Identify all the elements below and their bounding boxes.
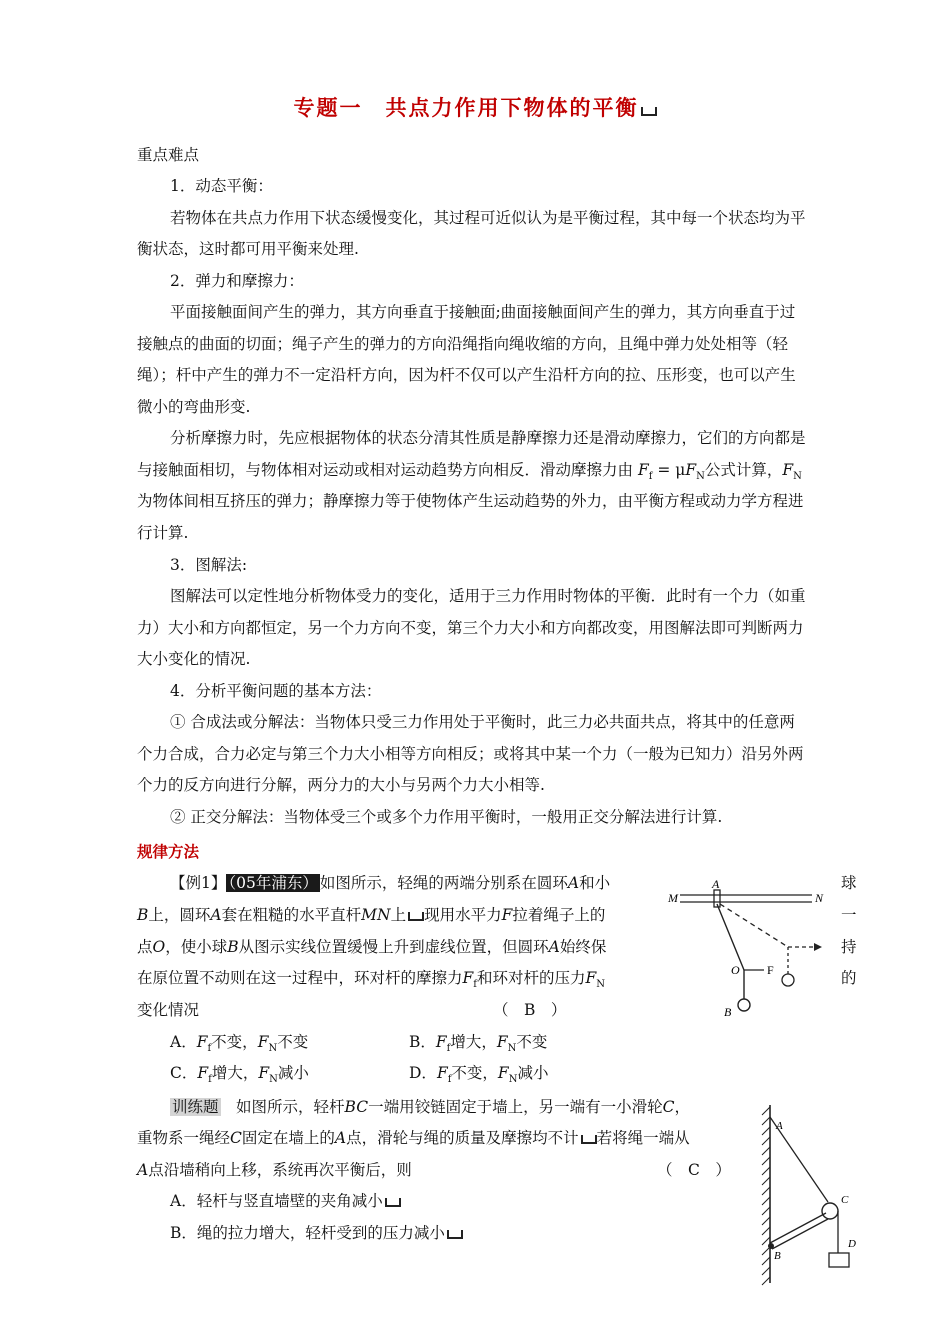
example-1-figure [664,876,840,1036]
training-line-1: 训练题 如图所示，轻杆BC一端用铰链固定于墙上，另一端有一小滑轮C， [172,1098,690,1116]
paragraph-line: 绳）；杆中产生的弹力不一定沿杆方向，因为杆不仅可以产生沿杆方向的拉、压形变，也可以产生 [137,366,796,384]
example-1-answer: （ B ） [493,1001,567,1019]
paragraph-line: 个力合成，合力必定与第三个力大小相等方向相反；或将其中某一个力（一般为已知力）沿另外两 [137,745,804,763]
example-1-line-4: 在原位置不动则在这一过程中，环对杆的摩擦力$F_f$和环对杆的压力$F_N$ [137,969,606,991]
training-label: 训练题 [172,1098,219,1116]
training-line-3: A点沿墙稍向上移，系统再次平衡后，则 [137,1161,412,1179]
edit-mark-icon [385,1198,401,1207]
paragraph-line: 若物体在共点力作用下状态缓慢变化，其过程可近似认为是平衡过程，其中每一个状态均为平 [170,209,806,227]
pulley-c [822,1203,838,1219]
fig-label-o: O [731,963,740,977]
training-answer: （ C ） [657,1161,731,1179]
paragraph-line: 接触点的曲面的切面；绳子产生的弹力的方向沿绳指向绳收缩的方向，且绳中弹力处处相等（轻 [137,335,789,353]
section-heading-methods: 规律方法 [137,843,200,861]
source-tag: （05年浦东） [228,874,318,892]
option-a: A．$F_f$不变，$F_N$不变 [170,1033,309,1055]
paragraph-line: 平面接触面间产生的弹力，其方向垂直于接触面;曲面接触面间产生的弹力，其方向垂直于过 [170,303,796,321]
training-option-b: B．绳的拉力增大，轻杆受到的压力减小 [170,1223,463,1243]
fig2-label-d: D [848,1238,856,1250]
paragraph-line: ② 正交分解法：当物体受三个或多个力作用平衡时，一般用正交分解法进行计算. [170,808,723,826]
option-c: C．$F_f$增大，$F_N$减小 [170,1064,309,1086]
training-line-2: 重物系一绳经C固定在墙上的A点，滑轮与绳的质量及摩擦均不计 若将绳一端从 [137,1129,690,1147]
formula-ff: F [637,461,649,479]
paragraph-line: 分析摩擦力时，先应根据物体的状态分清其性质是静摩擦力还是滑动摩擦力，它们的方向都是 [170,429,806,447]
paragraph-line: 个力的反方向进行分解，两分力的大小与另两个力大小相等. [137,776,545,794]
side-char: 球 [841,874,857,892]
edit-mark-icon [408,912,424,921]
paragraph-line: 行计算. [137,524,189,542]
paragraph-line: 图解法可以定性地分析物体受力的变化，适用于三力作用时物体的平衡．此时有一个力（如重 [170,587,806,605]
training-figure [756,1103,868,1287]
item-heading: 3．图解法: [170,556,248,574]
paragraph-line: 衡状态，这时都可用平衡来处理. [137,240,359,258]
option-b: B．$F_f$增大，$F_N$不变 [409,1033,548,1055]
fig-label-m: M [668,891,678,905]
page-title: 专题一 共点力作用下物体的平衡 [0,92,950,122]
paragraph-line: 微小的弯曲形变. [137,398,251,416]
fig2-label-c: C [841,1194,849,1206]
wall-hatch [762,1107,770,1285]
option-d: D．$F_f$不变，$F_N$减小 [409,1064,549,1086]
fig-label-a: A [712,877,720,891]
ball-b [738,999,750,1011]
paragraph-line: 为物体间相互挤压的弹力；静摩擦力等于使物体产生运动趋势的外力，由平衡方程或动力学方程进 [137,492,804,510]
paragraph-line: 力）大小和方向都恒定，另一个力方向不变，第三个力大小和方向都改变，用图解法即可判断两力 [137,619,804,637]
fig-label-n: N [815,891,824,905]
weight-d [829,1253,849,1267]
section-heading-key-points: 重点难点 [137,146,200,164]
example-1-line-2: B上，圆环A套在粗糙的水平直杆MN上 现用水平力F拉着绳子上的 [137,906,606,924]
item-heading: 4．分析平衡问题的基本方法： [170,682,382,700]
edit-mark-icon [581,1135,597,1144]
paragraph-line: 大小变化的情况. [137,650,251,668]
side-char: 持 [841,938,857,956]
edit-mark-icon [641,107,657,116]
example-1-line-1: 【例1】 （05年浦东） 如图所示，轻绳的两端分别系在圆环A和小 [170,874,611,892]
side-char: 的 [841,969,857,987]
example-1-line-5: 变化情况 [137,1001,200,1019]
paragraph-line-formula: 与接触面相切，与物体相对运动或相对运动趋势方向相反．滑动摩擦力由 $F_f = \mu F_N$公式计算，$F_N$ [137,461,802,483]
example-1-line-3: 点O，使小球B从图示实线位置缓慢上升到虚线位置，但圆环A始终保 [137,938,607,956]
edit-mark-icon [447,1230,463,1239]
fig-label-f: F [767,963,774,977]
paragraph-line: ① 合成法或分解法：当物体只受三力作用处于平衡时，此三力必共面共点，将其中的任意两 [170,713,795,731]
item-heading: 2．弹力和摩擦力： [170,272,304,290]
training-option-a: A．轻杆与竖直墙壁的夹角减小 [170,1191,401,1211]
fig-label-b: B [724,1005,732,1019]
item-heading: 1．动态平衡： [170,177,273,195]
fig2-label-a: A [776,1120,783,1132]
side-char: 一 [841,906,857,924]
fig2-label-b: B [774,1250,781,1262]
